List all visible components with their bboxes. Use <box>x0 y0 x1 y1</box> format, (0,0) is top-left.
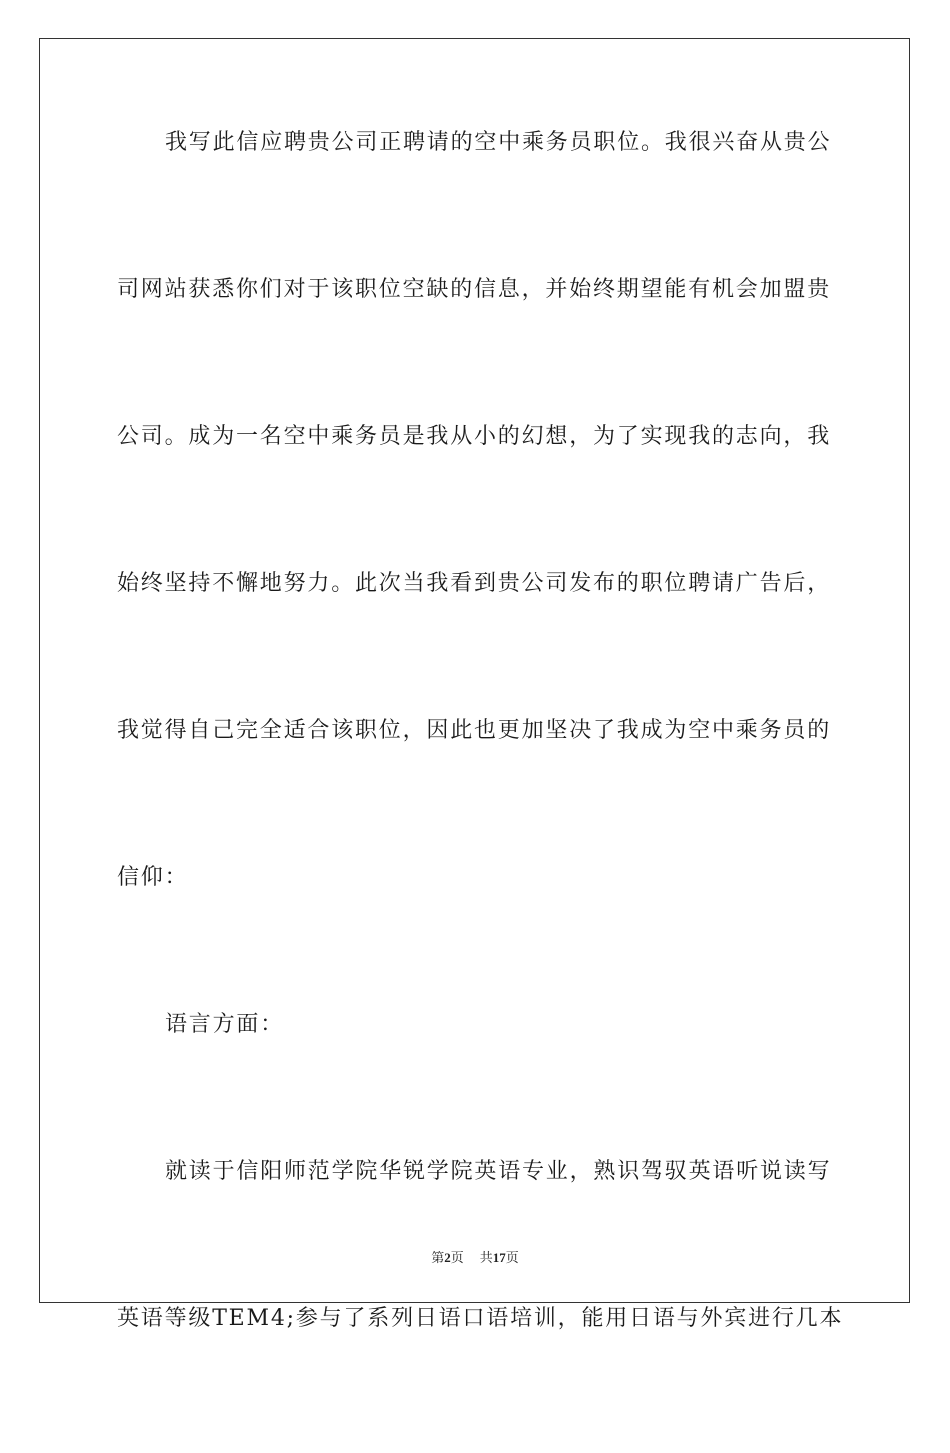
page-footer <box>0 1247 950 1266</box>
paragraph-line: 就读于信阳师范学院华锐学院英语专业，熟识驾驭英语听说读写 <box>165 1159 832 1184</box>
page-number: 2 <box>444 1250 451 1265</box>
paragraph-line: 我写此信应聘贵公司正聘请的空中乘务员职位。我很兴奋从贵公 <box>165 130 832 155</box>
paragraph-line: 信仰： <box>117 865 189 890</box>
paragraph-line: 英语等级TEM4;参与了系列日语口语培训，能用日语与外宾进行几本 <box>117 1306 844 1331</box>
total-prefix: 共 <box>479 1250 493 1265</box>
paragraph-line: 始终坚持不懈地努力。此次当我看到贵公司发布的职位聘请广告后， <box>117 571 832 596</box>
page-suffix: 页 <box>450 1250 464 1265</box>
paragraph-line: 司网站获悉你们对于该职位空缺的信息，并始终期望能有机会加盟贵 <box>117 277 832 302</box>
section-heading: 语言方面： <box>165 1012 285 1037</box>
total-suffix: 页 <box>505 1250 519 1265</box>
page-prefix: 第 <box>431 1250 445 1265</box>
paragraph-line: 我觉得自己完全适合该职位，因此也更加坚决了我成为空中乘务员的 <box>117 718 832 743</box>
paragraph-line: 公司。成为一名空中乘务员是我从小的幻想，为了实现我的志向，我 <box>117 424 832 449</box>
total-pages: 17 <box>492 1250 506 1265</box>
